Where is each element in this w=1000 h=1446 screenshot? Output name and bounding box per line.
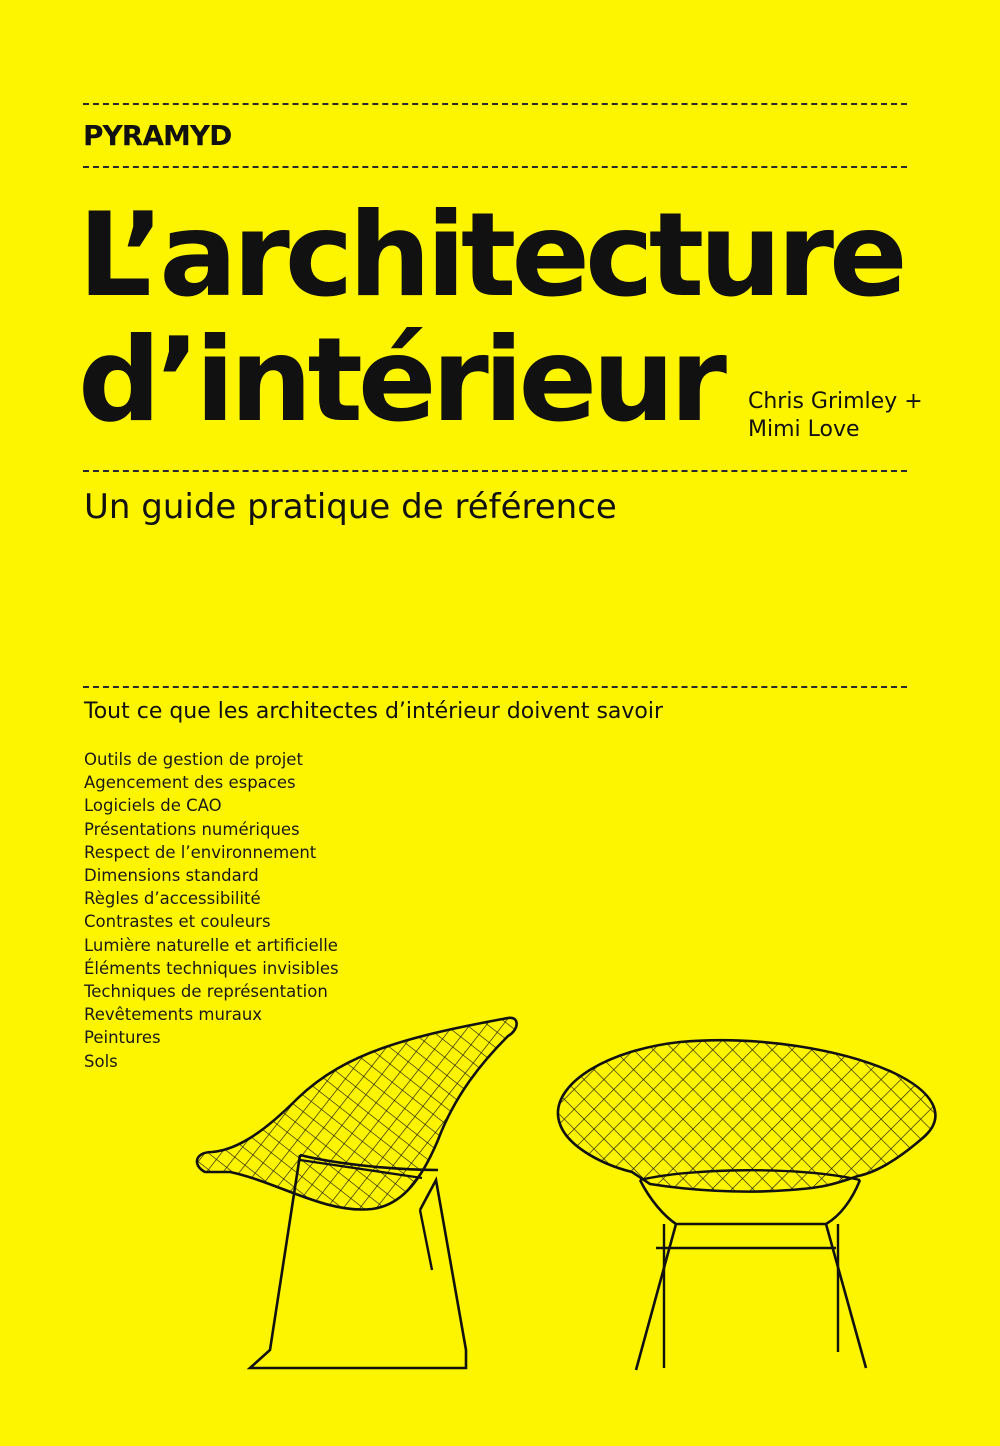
topic-item: Éléments techniques invisibles bbox=[84, 958, 339, 978]
author-2: Mimi Love bbox=[748, 417, 860, 442]
topic-item: Contrastes et couleurs bbox=[84, 912, 271, 932]
publisher-logo: PYRAMYD bbox=[83, 119, 232, 152]
topic-item: Lumière naturelle et artificielle bbox=[84, 935, 338, 955]
subtitle: Un guide pratique de référence bbox=[84, 487, 617, 527]
topic-item: Techniques de représentation bbox=[84, 982, 328, 1002]
title-line-2: d’intérieur bbox=[78, 313, 723, 448]
author-1: Chris Grimley + bbox=[748, 389, 923, 414]
topic-item: Outils de gestion de projet bbox=[84, 750, 303, 769]
wire-diamond-chair bbox=[550, 1030, 950, 1370]
topic-item: Respect de l’environnement bbox=[84, 842, 317, 862]
topic-item: Agencement des espaces bbox=[84, 773, 296, 793]
topic-item: Logiciels de CAO bbox=[84, 796, 222, 816]
title-line-1: L’architecture bbox=[78, 188, 903, 323]
topic-item: Peintures bbox=[84, 1028, 161, 1048]
wire-lounge-chair bbox=[180, 1000, 530, 1368]
topic-item: Règles d’accessibilité bbox=[84, 889, 261, 909]
topic-item: Sols bbox=[84, 1051, 118, 1071]
topic-item: Revêtements muraux bbox=[84, 1005, 263, 1025]
topic-item: Dimensions standard bbox=[84, 866, 259, 886]
tagline: Tout ce que les architectes d’intérieur doivent savoir bbox=[84, 699, 664, 724]
topic-item: Présentations numériques bbox=[84, 819, 300, 839]
